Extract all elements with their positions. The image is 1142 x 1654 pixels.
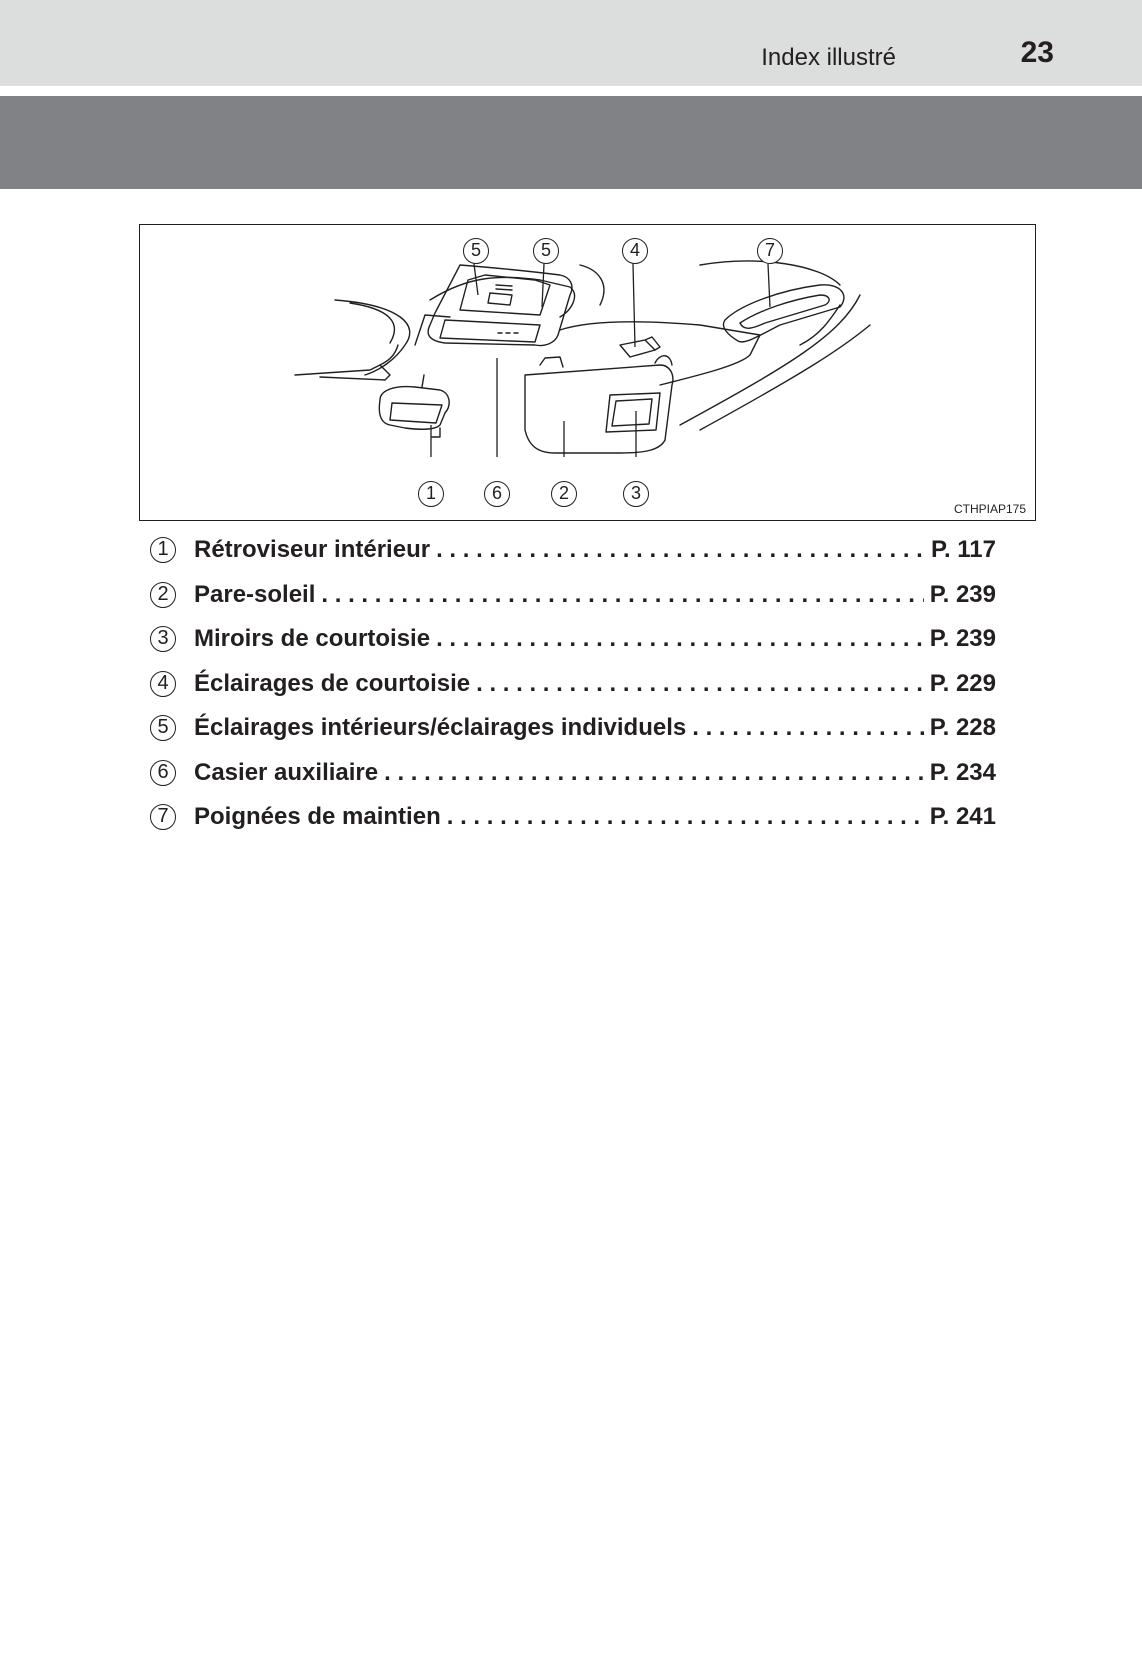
item-number: 1 <box>150 537 176 563</box>
item-number: 4 <box>150 671 176 697</box>
ceiling-drawing <box>140 225 1035 520</box>
page-reference-link[interactable]: P. 241 <box>929 803 996 831</box>
item-label: Casier auxiliaire <box>194 758 379 786</box>
item-number: 2 <box>150 582 176 608</box>
dot-leader <box>476 670 924 698</box>
ceiling-illustration <box>139 224 1036 521</box>
index-item[interactable] <box>150 751 996 796</box>
dot-leader <box>436 536 925 564</box>
index-item[interactable] <box>150 617 996 662</box>
index-item[interactable] <box>150 573 996 618</box>
item-number: 7 <box>150 804 176 830</box>
callout-3: 3 <box>623 481 649 507</box>
page-reference-link[interactable]: P. 234 <box>929 758 996 786</box>
page-reference-link[interactable]: P. 229 <box>929 669 996 697</box>
item-label: Éclairages de courtoisie <box>194 669 471 697</box>
index-item[interactable] <box>150 795 996 840</box>
item-number: 3 <box>150 626 176 652</box>
item-label: Miroirs de courtoisie <box>194 625 431 653</box>
callout-7: 7 <box>757 238 783 264</box>
item-number: 5 <box>150 715 176 741</box>
dot-leader <box>447 803 924 831</box>
dot-leader <box>436 625 924 653</box>
item-label: Pare-soleil <box>194 580 316 608</box>
figure-code: CTHPIAP175 <box>953 502 1026 516</box>
section-title: Index illustré <box>761 44 896 71</box>
page-reference-link[interactable]: P. 239 <box>929 580 996 608</box>
page-reference-link[interactable]: P. 228 <box>929 714 996 742</box>
page-reference-link[interactable]: P. 239 <box>929 625 996 653</box>
item-label: Rétroviseur intérieur <box>194 536 431 564</box>
dot-leader <box>384 759 924 787</box>
callout-6: 6 <box>484 481 510 507</box>
callout-2: 2 <box>551 481 577 507</box>
callout-1: 1 <box>418 481 444 507</box>
callout-4: 4 <box>622 238 648 264</box>
callout-5a: 5 <box>463 238 489 264</box>
index-item[interactable] <box>150 662 996 707</box>
item-label: Poignées de maintien <box>194 803 441 831</box>
page-header-band <box>0 0 1142 86</box>
page-reference-link[interactable]: P. 117 <box>931 536 996 564</box>
dot-leader <box>321 581 923 609</box>
page-number: 23 <box>1020 36 1054 69</box>
index-item[interactable] <box>150 706 996 751</box>
dot-leader <box>692 714 923 742</box>
item-number: 6 <box>150 760 176 786</box>
index-item[interactable] <box>150 528 996 573</box>
callout-5b: 5 <box>533 238 559 264</box>
illustrated-index-list <box>150 528 996 840</box>
item-label: Éclairages intérieurs/éclairages individuels <box>194 714 687 742</box>
chapter-band <box>0 96 1142 189</box>
